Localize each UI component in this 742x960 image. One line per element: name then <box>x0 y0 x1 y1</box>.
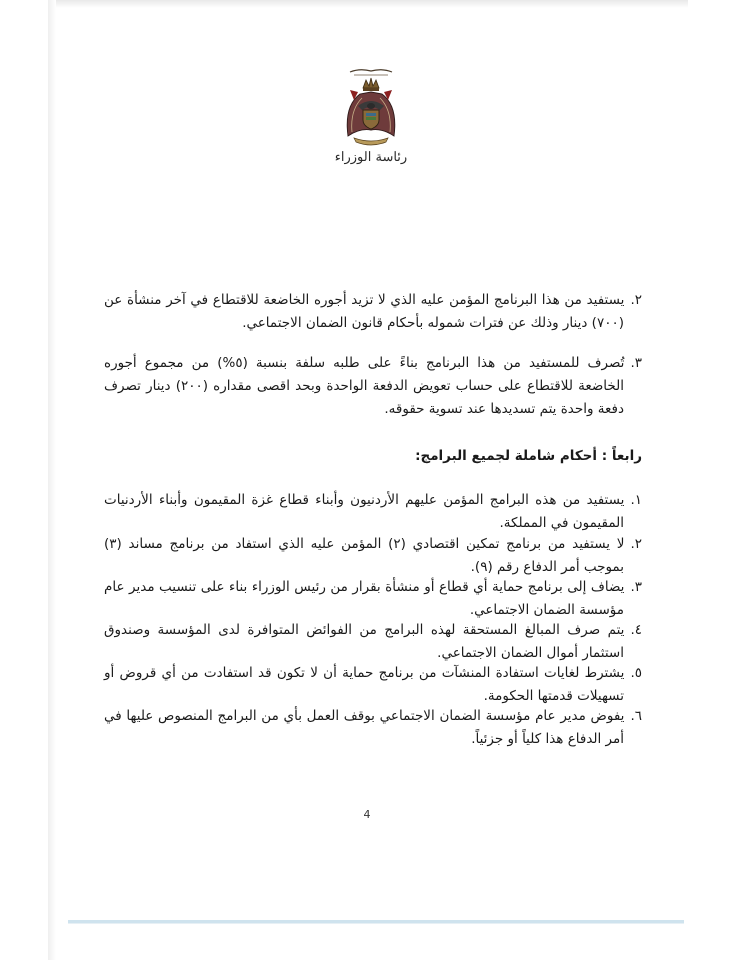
item-text: يستفيد من هذه البرامج المؤمن عليهم الأردنيون وأبناء قطاع غزة المقيمون وأبناء الأردنيات المقيمون في المملكة. <box>104 492 625 531</box>
item-text: يفوض مدير عام مؤسسة الضمان الاجتماعي بوقف العمل بأي من البرامج المنصوص عليها في أمر الدفاع هذا كلياً أو جزئياً. <box>104 708 625 747</box>
page-top-shadow <box>48 0 688 8</box>
item-number: ٢. <box>630 292 642 308</box>
item-number: ٦. <box>630 708 642 724</box>
item-number: ١. <box>630 492 642 508</box>
list-item <box>104 705 642 751</box>
emblem-caption: رئاسة الوزراء <box>334 150 408 165</box>
list-item <box>104 352 642 421</box>
item-number: ٣. <box>630 355 642 371</box>
item-text: لا يستفيد من برنامج تمكين اقتصادي (٢) المؤمن عليه الذي استفاد من برنامج مساند (٣) بموجب أمر الدفاع رقم (٩). <box>104 536 625 575</box>
list-item <box>104 533 642 579</box>
page-number: 4 <box>363 808 371 821</box>
list-item <box>104 489 642 535</box>
list-item <box>104 662 642 708</box>
item-text: يتم صرف المبالغ المستحقة لهذه البرامج من الفوائض المتوافرة لدى المؤسسة وصندوق استثمار أموال الضمان الاجتماعي. <box>104 622 625 661</box>
list-item <box>104 576 642 622</box>
list-item <box>104 289 642 335</box>
section-heading: رابعاً : أحكام شاملة لجميع البرامج: <box>415 448 642 464</box>
item-text: يضاف إلى برنامج حماية أي قطاع أو منشأة بقرار من رئيس الوزراء بناء على تنسيب مدير عام مؤسسة الضمان الاجتماعي. <box>104 579 625 618</box>
item-number: ٣. <box>630 579 642 595</box>
item-number: ٤. <box>630 622 642 638</box>
item-text: يستفيد من هذا البرنامج المؤمن عليه الذي لا تزيد أجوره الخاضعة للاقتطاع في آخر منشأة عن (٧٠٠) دينار وذلك عن فترات شموله بأحكام قانون الضمان الاجتماعي. <box>104 292 625 331</box>
item-text: تُصرف للمستفيد من هذا البرنامج بناءً على طلبه سلفة بنسبة (٥%) من مجموع أجوره الخاضعة للاقتطاع على حساب تعويض الدفعة الواحدة وبحد اقصى مقداره (٢٠٠) دينار تصرف دفعة واحدة يتم تسديدها عند تسوية حقوقه. <box>104 355 625 417</box>
page-bottom-rule-light <box>68 923 684 924</box>
page-left-edge <box>48 0 56 960</box>
item-text: يشترط لغايات استفادة المنشآت من برنامج حماية أن لا تكون قد استفادت من أي قروض أو تسهيلات قدمتها الحكومة. <box>104 665 625 704</box>
list-item <box>104 619 642 665</box>
item-number: ٥. <box>630 665 642 681</box>
item-number: ٢. <box>630 536 643 552</box>
